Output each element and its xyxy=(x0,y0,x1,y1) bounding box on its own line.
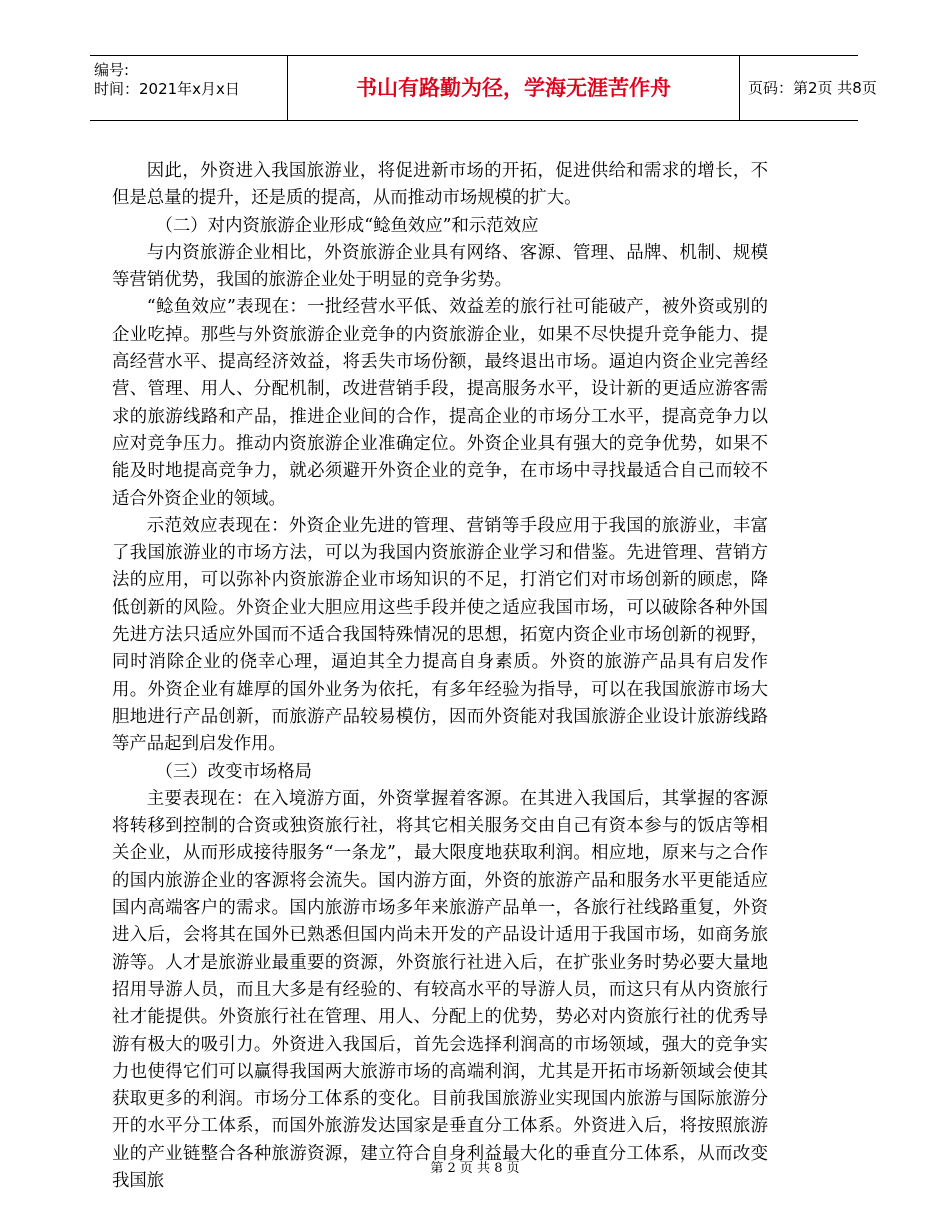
body-paragraph: 因此，外资进入我国旅游业，将促进新市场的开拓，促进供给和需求的增长，不但是总量的提升，还是质的提高，从而推动市场规模的扩大。 xyxy=(112,161,768,209)
document-time-label: 时间：2021年x月x日 xyxy=(94,80,240,98)
page-footer: 第 2 页 共 8 页 xyxy=(430,1161,520,1176)
body-paragraph: 与内资旅游企业相比，外资旅游企业具有网络、客源、管理、品牌、机制、规模等营销优势，我国的旅游企业处于明显的竞争劣势。 xyxy=(112,242,768,291)
section-heading: （二）对内资旅游企业形成“鲶鱼效应”和示范效应 xyxy=(155,215,539,236)
body-paragraph: 示范效应表现在：外资企业先进的管理、营销等手段应用于我国的旅游业，丰富了我国旅游业的市场方法，可以为我国内资旅游企业学习和借鉴。先进管理、营销方法的应用，可以弥补内资旅游企业市场知识的不足，打消它们对市场创新的顾虑，降低创新的风险。外资企业大胆应用这些手段并使之适应我国市场，可以破除各种外国先进方法只适应外国而不适合我国特殊情况的思想，拓宽内资企业市场创新的视野，同时消除企业的侥幸心理，逼迫其全力提高自身素质。外资的旅游产品具有启发作用。外资企业有雄厚的国外业务为依托，有多年经验为指导，可以在我国旅游市场大胆地进行产品创新，而旅游产品较易模仿，因而外资能对我国旅游企业设计旅游线路等产品起到启发作用。 xyxy=(112,515,768,755)
document-number-label: 编号: xyxy=(94,61,130,79)
header-left-cell xyxy=(90,56,287,120)
document-body xyxy=(112,158,768,1195)
header-motto: 书山有路勤为径，学海无涯苦作舟 xyxy=(287,56,740,120)
page-header xyxy=(90,55,877,121)
body-paragraph: “鲶鱼效应”表现在：一批经营水平低、效益差的旅行社可能破产，被外资或别的企业吃掉。那些与外资旅游企业竞争的内资旅游企业，如果不尽快提升竞争能力、提高经营水平、提高经济效益，将丢失市场份额，最终退出市场。逼迫内资企业完善经营、管理、用人、分配机制，改进营销手段，提高服务水平，设计新的更适应游客需求的旅游线路和产品，推进企业间的合作，提高企业的市场分工水平，提高竞争力以应对竞争压力。推动内资旅游企业准确定位。外资企业具有强大的竞争优势，如果不能及时地提高竞争力，就必须避开外资企业的竞争，在市场中寻找最适合自己而较不适合外资企业的领域。 xyxy=(112,297,768,509)
section-heading: （三）改变市场格局 xyxy=(155,761,313,782)
body-paragraph: 主要表现在：在入境游方面，外资掌握着客源。在其进入我国后，其掌握的客源将转移到控制的合资或独资旅行社，将其它相关服务交由自己有资本参与的饭店等相关企业，从而形成接待服务“一条龙”，最大限度地获取利润。相应地，原来与之合作的国内旅游企业的客源将会流失。国内游方面，外资的旅游产品和服务水平更能适应国内高端客户的需求。国内旅游市场多年来旅游产品单一，各旅行社线路重复，外资进入后，会将其在国外已熟悉但国内尚未开发的产品设计适用于我国市场，如商务旅游等。人才是旅游业最重要的资源，外资旅行社进入后，在扩张业务时势必要大量地招用导游人员，而且大多是有经验的、有较高水平的导游人员，而这只有从内资旅行社才能提供。外资旅行社在管理、用人、分配上的优势，势必对内资旅行社的优秀导游有极大的吸引力。外资进入我国后，首先会选择利润高的市场领域，强大的竞争实力也使得它们可以赢得我国两大旅游市场的高端利润，尤其是开拓市场新领域会使其获取更多的利润。市场分工体系的变化。目前我国旅游业实现国内旅游与国际旅游分开的水平分工体系，而国外旅游发达国家是垂直分工体系。外资进入后，将按照旅游业的产业链整合各种旅游资源，建立符合自身利益最大化的垂直分工体系，从而改变我国旅 xyxy=(112,788,768,1191)
header-page-info: 页码：第2页 共8页 xyxy=(748,79,877,97)
